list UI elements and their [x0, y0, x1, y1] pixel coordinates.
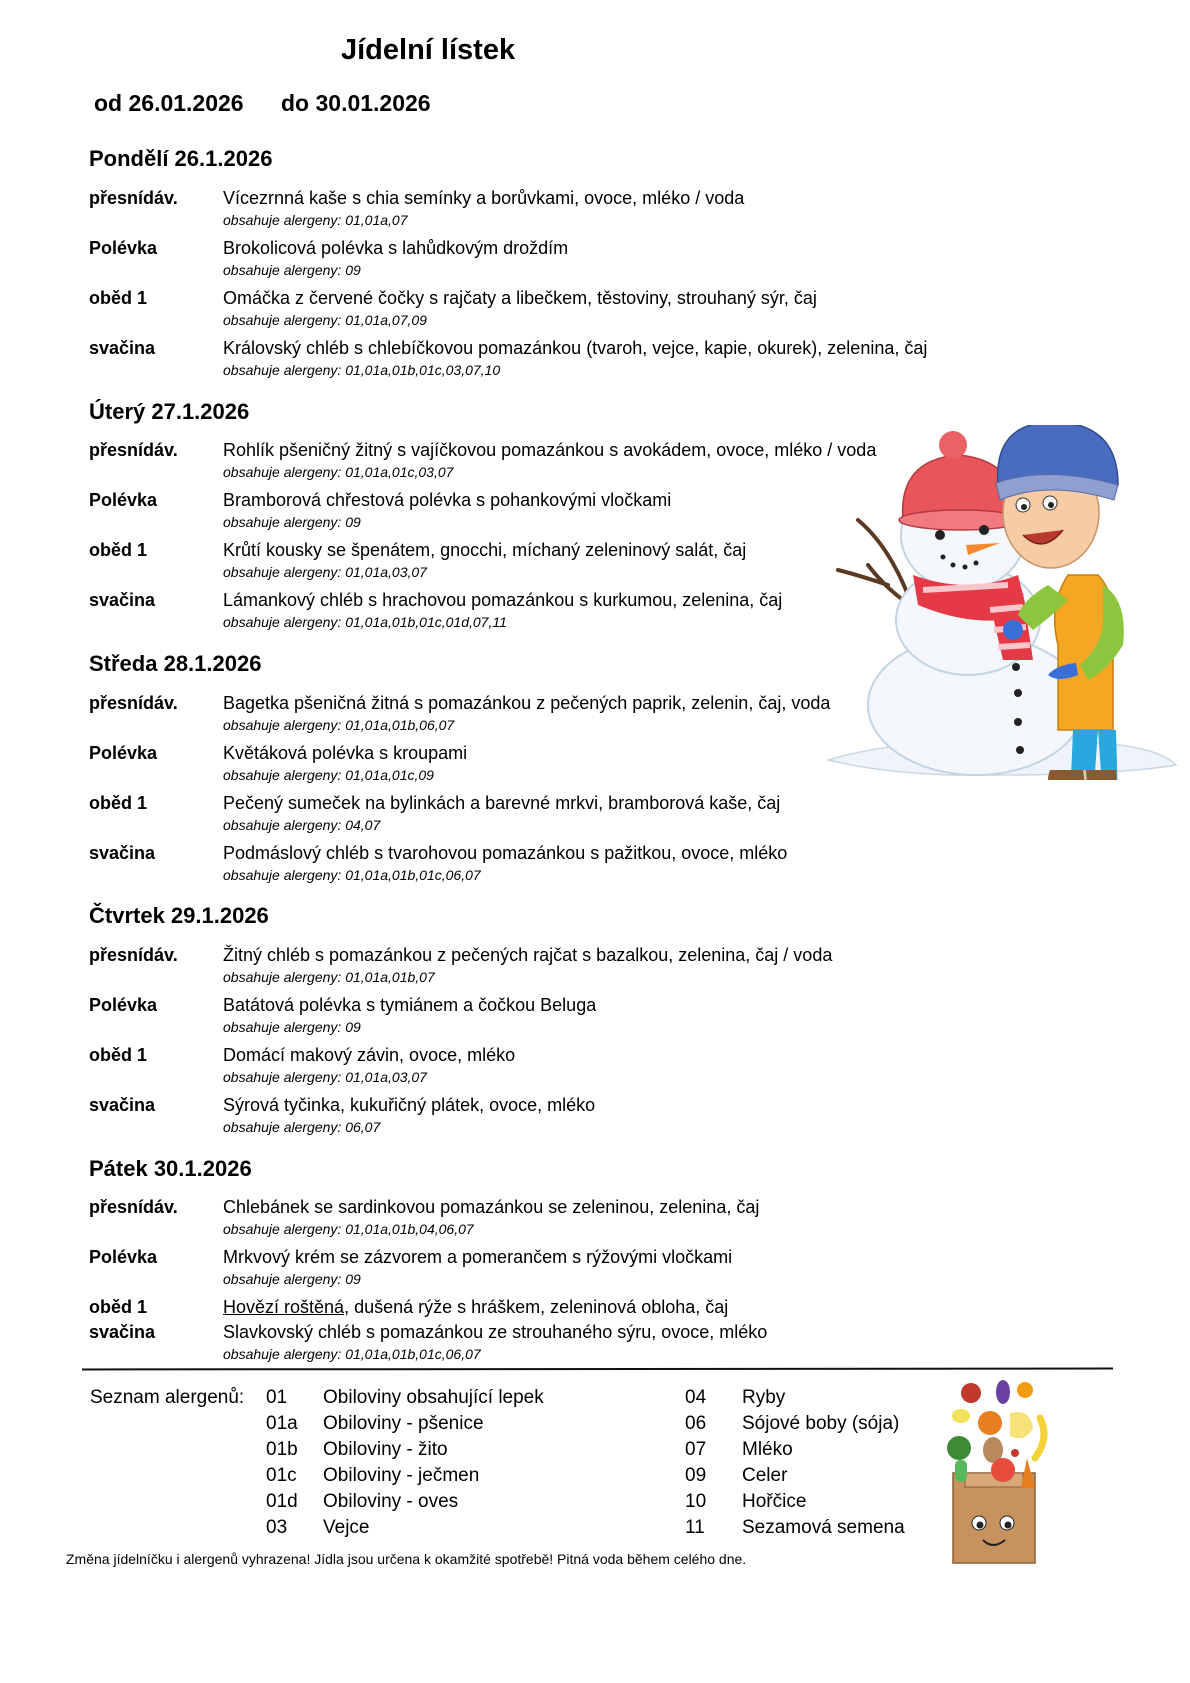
- allergen-name: Obiloviny - ječmen: [323, 1465, 480, 1486]
- day-heading: Úterý 27.1.2026: [89, 399, 250, 424]
- allergen-code: 04: [685, 1387, 707, 1408]
- meal-allergens: obsahuje alergeny: 09: [223, 1019, 361, 1035]
- meal-dish: Pečený sumeček na bylinkách a barevné mrkvi, bramborová kaše, čaj: [223, 793, 781, 813]
- meal-dish: Mrkvový krém se zázvorem a pomerančem s rýžovými vločkami: [223, 1247, 733, 1267]
- meal-allergens: obsahuje alergeny: 01,01a,01c,03,07: [223, 464, 454, 480]
- meal-label: oběd 1: [89, 540, 148, 560]
- meal-label: oběd 1: [89, 288, 148, 308]
- meal-allergens: obsahuje alergeny: 01,01a,01b,01c,06,07: [223, 1346, 481, 1362]
- meal-allergens: obsahuje alergeny: 01,01a,01b,01c,06,07: [223, 867, 481, 883]
- allergen-code: 07: [685, 1439, 707, 1460]
- meal-dish-rest: , dušená rýže s hráškem, zeleninová obloha, čaj: [344, 1297, 729, 1317]
- meal-label: Polévka: [89, 238, 158, 258]
- allergen-name: Hořčice: [742, 1491, 807, 1512]
- meal-dish-highlight: Hovězí roštěná: [223, 1297, 345, 1317]
- day-heading: Pátek 30.1.2026: [89, 1156, 252, 1181]
- meal-label: přesnídáv.: [89, 945, 178, 965]
- meal-dish: Rohlík pšeničný žitný s vajíčkovou pomazánkou s avokádem, ovoce, mléko / voda: [223, 440, 877, 460]
- allergen-code: 01d: [266, 1491, 298, 1512]
- meal-allergens: obsahuje alergeny: 09: [223, 1271, 361, 1287]
- meal-dish: Chlebánek se sardinkovou pomazánkou se zeleninou, zelenina, čaj: [223, 1197, 760, 1217]
- meal-label: svačina: [89, 1322, 156, 1342]
- meal-allergens: obsahuje alergeny: 01,01a,01b,07: [223, 969, 435, 985]
- allergen-code: 06: [685, 1413, 707, 1434]
- meal-dish: Slavkovský chléb s pomazánkou ze strouhaného sýru, ovoce, mléko: [223, 1322, 768, 1342]
- meal-dish: Květáková polévka s kroupami: [223, 743, 468, 763]
- meal-label: oběd 1: [89, 1297, 148, 1317]
- allergen-name: Vejce: [323, 1517, 370, 1538]
- footer-note: Změna jídelníčku i alergenů vyhrazena! Jídla jsou určena k okamžité spotřebě! Pitná voda během celého dne.: [66, 1551, 747, 1567]
- meal-dish: Brokolicová polévka s lahůdkovým droždím: [223, 238, 569, 258]
- allergen-name: Celer: [742, 1465, 788, 1486]
- meal-dish: [223, 1297, 728, 1318]
- meal-allergens: obsahuje alergeny: 01,01a,01c,09: [223, 767, 434, 783]
- meal-allergens: obsahuje alergeny: 06,07: [223, 1119, 381, 1135]
- allergen-name: Sezamová semena: [742, 1517, 905, 1538]
- meal-allergens: obsahuje alergeny: 01,01a,01b,06,07: [223, 717, 455, 733]
- allergen-list-label: Seznam alergenů:: [90, 1387, 245, 1408]
- meal-allergens: obsahuje alergeny: 09: [223, 262, 361, 278]
- meal-dish: Vícezrnná kaše s chia semínky a borůvkami, ovoce, mléko / voda: [223, 188, 745, 208]
- grocery-bag-illustration: [945, 1378, 1055, 1568]
- meal-allergens: obsahuje alergeny: 01,01a,07,09: [223, 312, 427, 328]
- meal-allergens: obsahuje alergeny: 01,01a,01b,01c,01d,07,11: [223, 614, 507, 630]
- meal-dish: Královský chléb s chlebíčkovou pomazánkou (tvaroh, vejce, kapie, okurek), zelenina, čaj: [223, 338, 928, 358]
- allergen-name: Mléko: [742, 1439, 793, 1460]
- meal-dish: Krůtí kousky se špenátem, gnocchi, míchaný zeleninový salát, čaj: [223, 540, 747, 560]
- allergen-code: 11: [685, 1517, 705, 1538]
- allergen-name: Obiloviny obsahující lepek: [323, 1387, 544, 1408]
- allergen-code: 01: [266, 1387, 288, 1408]
- allergen-code: 01b: [266, 1439, 298, 1460]
- meal-dish: Bramborová chřestová polévka s pohankovými vločkami: [223, 490, 672, 510]
- meal-label: přesnídáv.: [89, 440, 178, 460]
- meal-allergens: obsahuje alergeny: 01,01a,01b,01c,03,07,10: [223, 362, 501, 378]
- allergen-name: Obiloviny - pšenice: [323, 1413, 484, 1434]
- allergen-name: Ryby: [742, 1387, 786, 1408]
- meal-label: svačina: [89, 1095, 156, 1115]
- meal-label: svačina: [89, 843, 156, 863]
- meal-label: přesnídáv.: [89, 188, 178, 208]
- meal-label: Polévka: [89, 490, 158, 510]
- meal-allergens: obsahuje alergeny: 01,01a,03,07: [223, 1069, 427, 1085]
- allergen-code: 03: [266, 1517, 288, 1538]
- snowman-illustration: [818, 425, 1180, 780]
- date-from: od 26.01.2026: [94, 90, 244, 116]
- meal-dish: Omáčka z červené čočky s rajčaty a libečkem, těstoviny, strouhaný sýr, čaj: [223, 288, 817, 308]
- meal-allergens: obsahuje alergeny: 01,01a,07: [223, 212, 408, 228]
- meal-allergens: obsahuje alergeny: 01,01a,03,07: [223, 564, 427, 580]
- meal-label: Polévka: [89, 1247, 158, 1267]
- allergen-name: Obiloviny - žito: [323, 1439, 448, 1460]
- meal-label: svačina: [89, 590, 156, 610]
- meal-dish: Lámankový chléb s hrachovou pomazánkou s kurkumou, zelenina, čaj: [223, 590, 783, 610]
- meal-label: přesnídáv.: [89, 693, 178, 713]
- meal-dish: Batátová polévka s tymiánem a čočkou Beluga: [223, 995, 597, 1015]
- meal-allergens: obsahuje alergeny: 09: [223, 514, 361, 530]
- day-heading: Čtvrtek 29.1.2026: [89, 903, 269, 928]
- meal-label: Polévka: [89, 743, 158, 763]
- meal-allergens: obsahuje alergeny: 01,01a,01b,04,06,07: [223, 1221, 474, 1237]
- allergen-name: Obiloviny - oves: [323, 1491, 459, 1512]
- meal-allergens: obsahuje alergeny: 04,07: [223, 817, 381, 833]
- meal-label: přesnídáv.: [89, 1197, 178, 1217]
- allergen-code: 10: [685, 1491, 707, 1512]
- allergen-name: Sójové boby (sója): [742, 1413, 900, 1434]
- page-title: Jídelní lístek: [341, 34, 516, 66]
- divider: [82, 1368, 1113, 1371]
- meal-dish: Sýrová tyčinka, kukuřičný plátek, ovoce, mléko: [223, 1095, 596, 1115]
- allergen-code: 01a: [266, 1413, 298, 1434]
- meal-dish: Podmáslový chléb s tvarohovou pomazánkou s pažitkou, ovoce, mléko: [223, 843, 788, 863]
- day-heading: Pondělí 26.1.2026: [89, 146, 273, 171]
- meal-label: oběd 1: [89, 1045, 148, 1065]
- allergen-code: 01c: [266, 1465, 297, 1486]
- meal-label: svačina: [89, 338, 156, 358]
- meal-dish: Bagetka pšeničná žitná s pomazánkou z pečených paprik, zelenin, čaj, voda: [223, 693, 831, 713]
- meal-dish: Domácí makový závin, ovoce, mléko: [223, 1045, 516, 1065]
- meal-dish: Žitný chléb s pomazánkou z pečených rajčat s bazalkou, zelenina, čaj / voda: [223, 945, 833, 965]
- date-to: do 30.01.2026: [281, 90, 431, 116]
- meal-label: oběd 1: [89, 793, 148, 813]
- allergen-code: 09: [685, 1465, 707, 1486]
- day-heading: Středa 28.1.2026: [89, 651, 262, 676]
- meal-label: Polévka: [89, 995, 158, 1015]
